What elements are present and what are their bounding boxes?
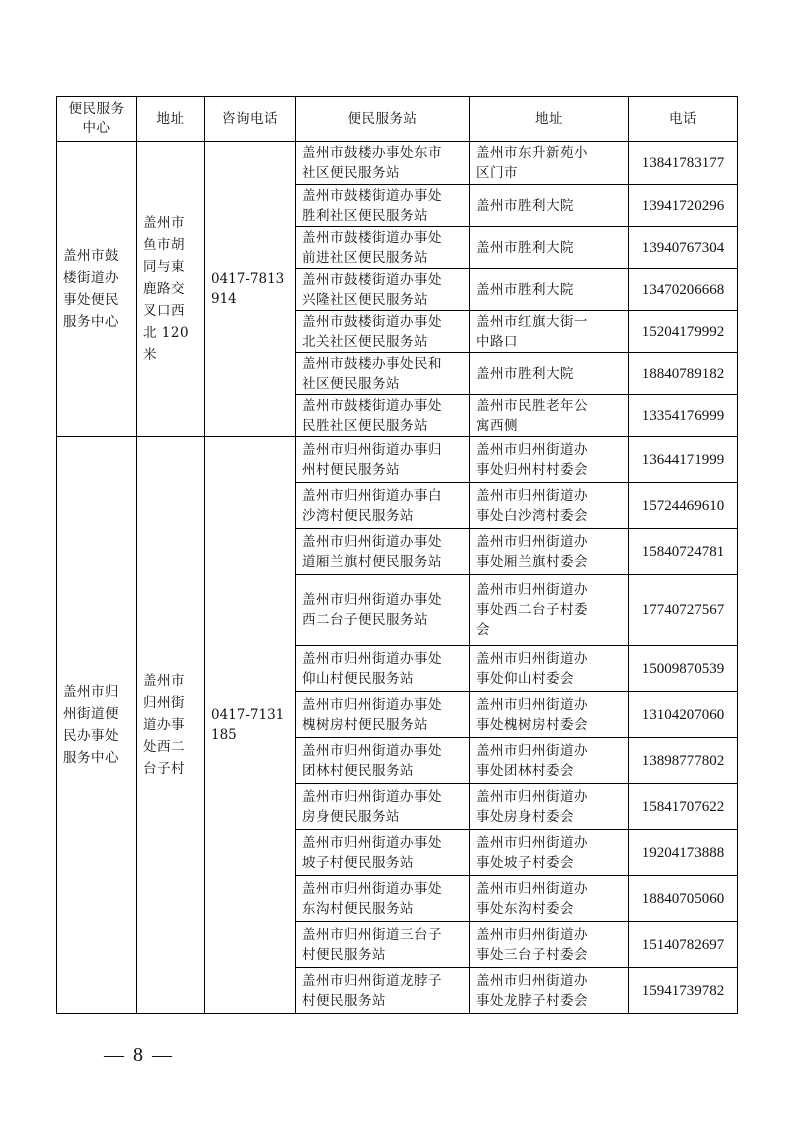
station-name: 盖州市归州街道办事处 东沟村便民服务站 bbox=[296, 876, 470, 922]
station-address: 盖州市归州街道办 事处归州村村委会 bbox=[470, 437, 629, 483]
station-address: 盖州市归州街道办 事处东沟村委会 bbox=[470, 876, 629, 922]
table-row bbox=[57, 437, 738, 483]
station-address: 盖州市归州街道办 事处白沙湾村委会 bbox=[470, 483, 629, 529]
header-station-address: 地址 bbox=[470, 97, 629, 142]
header-consult-phone: 咨询电话 bbox=[205, 97, 296, 142]
service-center-name: 盖州市归 州街道便 民办事处 服务中心 bbox=[57, 437, 137, 1014]
station-name: 盖州市鼓楼街道办事处 北关社区便民服务站 bbox=[296, 311, 470, 353]
service-center-phone: 0417-7131 185 bbox=[205, 437, 296, 1014]
header-center-address: 地址 bbox=[137, 97, 205, 142]
station-address: 盖州市归州街道办 事处三台子村委会 bbox=[470, 922, 629, 968]
page-number: — 8 — bbox=[104, 1044, 174, 1066]
station-address: 盖州市东升新苑小 区门市 bbox=[470, 142, 629, 185]
station-address: 盖州市归州街道办 事处坡子村委会 bbox=[470, 830, 629, 876]
station-tel: 15724469610 bbox=[629, 483, 738, 529]
station-tel: 13354176999 bbox=[629, 395, 738, 437]
station-name: 盖州市鼓楼街道办事处 兴隆社区便民服务站 bbox=[296, 269, 470, 311]
station-name: 盖州市归州街道办事白 沙湾村便民服务站 bbox=[296, 483, 470, 529]
station-name: 盖州市归州街道办事处 团林村便民服务站 bbox=[296, 738, 470, 784]
station-tel: 13898777802 bbox=[629, 738, 738, 784]
station-tel: 13841783177 bbox=[629, 142, 738, 185]
station-address: 盖州市胜利大院 bbox=[470, 353, 629, 395]
service-center-phone: 0417-7813 914 bbox=[205, 142, 296, 437]
table-row bbox=[57, 142, 738, 185]
station-tel: 13941720296 bbox=[629, 185, 738, 227]
service-center-address: 盖州市 归州街 道办事 处西二 台子村 bbox=[137, 437, 205, 1014]
station-name: 盖州市归州街道办事处 西二台子便民服务站 bbox=[296, 575, 470, 646]
station-name: 盖州市鼓楼街道办事处 民胜社区便民服务站 bbox=[296, 395, 470, 437]
station-address: 盖州市胜利大院 bbox=[470, 269, 629, 311]
station-tel: 15841707622 bbox=[629, 784, 738, 830]
station-address: 盖州市归州街道办 事处西二台子村委 会 bbox=[470, 575, 629, 646]
service-center-address: 盖州市 鱼市胡 同与東 鹿路交 叉口西 北 120 米 bbox=[137, 142, 205, 437]
station-address: 盖州市红旗大街一 中路口 bbox=[470, 311, 629, 353]
station-address: 盖州市归州街道办 事处仰山村委会 bbox=[470, 646, 629, 692]
station-tel: 13470206668 bbox=[629, 269, 738, 311]
station-name: 盖州市鼓楼办事处民和 社区便民服务站 bbox=[296, 353, 470, 395]
header-tel: 电话 bbox=[629, 97, 738, 142]
station-tel: 17740727567 bbox=[629, 575, 738, 646]
station-name: 盖州市归州街道龙脖子 村便民服务站 bbox=[296, 968, 470, 1014]
station-name: 盖州市归州街道办事处 道厢兰旗村便民服务站 bbox=[296, 529, 470, 575]
station-address: 盖州市归州街道办 事处槐树房村委会 bbox=[470, 692, 629, 738]
station-tel: 18840705060 bbox=[629, 876, 738, 922]
station-tel: 15840724781 bbox=[629, 529, 738, 575]
station-name: 盖州市归州街道办事归 州村便民服务站 bbox=[296, 437, 470, 483]
service-center-name: 盖州市鼓 楼街道办 事处便民 服务中心 bbox=[57, 142, 137, 437]
station-name: 盖州市归州街道办事处 坡子村便民服务站 bbox=[296, 830, 470, 876]
station-tel: 15140782697 bbox=[629, 922, 738, 968]
station-tel: 15009870539 bbox=[629, 646, 738, 692]
station-name: 盖州市归州街道办事处 槐树房村便民服务站 bbox=[296, 692, 470, 738]
station-tel: 13104207060 bbox=[629, 692, 738, 738]
station-tel: 13644171999 bbox=[629, 437, 738, 483]
station-name: 盖州市鼓楼办事处东市 社区便民服务站 bbox=[296, 142, 470, 185]
station-tel: 15204179992 bbox=[629, 311, 738, 353]
station-name: 盖州市鼓楼街道办事处 前进社区便民服务站 bbox=[296, 227, 470, 269]
service-station-table bbox=[56, 96, 738, 1014]
station-tel: 15941739782 bbox=[629, 968, 738, 1014]
station-tel: 13940767304 bbox=[629, 227, 738, 269]
station-address: 盖州市胜利大院 bbox=[470, 185, 629, 227]
station-tel: 18840789182 bbox=[629, 353, 738, 395]
station-address: 盖州市归州街道办 事处厢兰旗村委会 bbox=[470, 529, 629, 575]
station-name: 盖州市归州街道三台子 村便民服务站 bbox=[296, 922, 470, 968]
station-address: 盖州市归州街道办 事处龙脖子村委会 bbox=[470, 968, 629, 1014]
station-address: 盖州市胜利大院 bbox=[470, 227, 629, 269]
header-station: 便民服务站 bbox=[296, 97, 470, 142]
table-header-row bbox=[57, 97, 738, 142]
station-name: 盖州市归州街道办事处 仰山村便民服务站 bbox=[296, 646, 470, 692]
station-tel: 19204173888 bbox=[629, 830, 738, 876]
station-name: 盖州市归州街道办事处 房身便民服务站 bbox=[296, 784, 470, 830]
station-address: 盖州市归州街道办 事处团林村委会 bbox=[470, 738, 629, 784]
station-name: 盖州市鼓楼街道办事处 胜利社区便民服务站 bbox=[296, 185, 470, 227]
table-body bbox=[57, 142, 738, 1014]
station-address: 盖州市归州街道办 事处房身村委会 bbox=[470, 784, 629, 830]
station-address: 盖州市民胜老年公 寓西侧 bbox=[470, 395, 629, 437]
header-center: 便民服务 中心 bbox=[57, 97, 137, 142]
